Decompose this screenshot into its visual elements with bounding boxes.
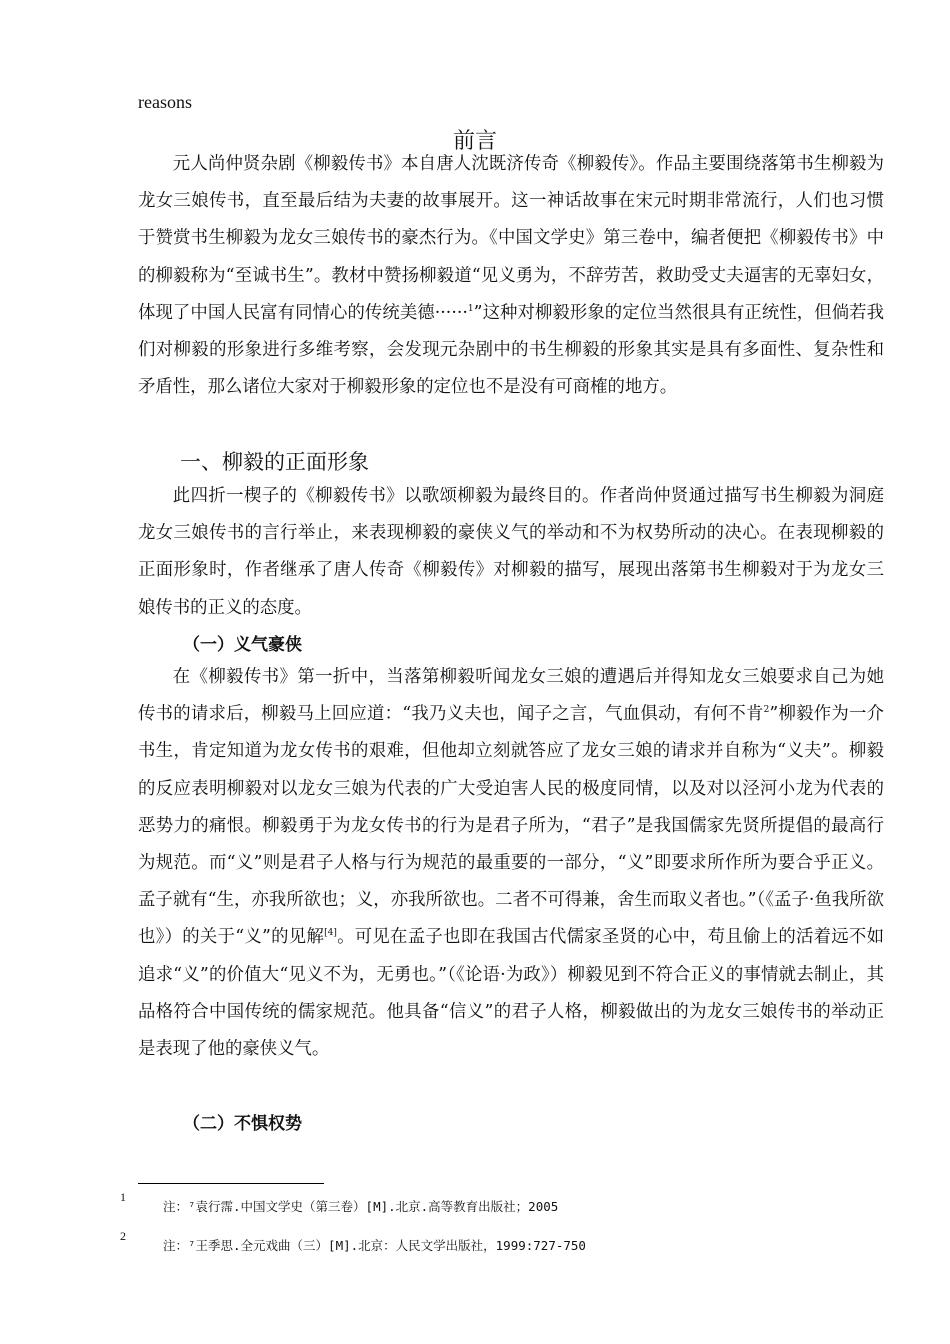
page-title: 前言 — [452, 129, 497, 154]
footnote-separator — [138, 1183, 324, 1184]
footnote-ref-1[interactable]: 1 — [467, 304, 474, 315]
intro-paragraph: 元人尚仲贤杂剧《柳毅传书》本自唐人沈既济传奇《柳毅传》。作品主要围绕落第书生柳毅为龙女三娘传书，直至最后结为夫妻的故事展开。这一神话故事在宋元时期非常流行，人们也习惯于赞赏书生柳毅为龙女三娘传书的豪杰行为。《中国文学史》第三卷中，编者便把《柳毅传书》中的柳毅称为“至诚书生”。教材中赞扬柳毅道“见义勇为，不辞劳苦，救助受丈夫逼害的无辜妇女，体现了中国人民富有同情心的传统美德······$^1$”这种对柳毅形象的定位当然很具有正统性，但倘若我们对柳毅的形象进行多维考察，会发现元杂剧中的书生柳毅的形象其实是具有多面性、复杂性和矛盾性，那么诸位大家对于柳毅形象的定位也不是没有可商榷的地方。 — [138, 154, 884, 398]
footnote-ref-2[interactable]: 2 — [763, 705, 770, 716]
footnote-text: 注：⁷王季思.全元戏曲（三）[M].北京：人民文学出版社，1999:727-750 — [163, 1238, 586, 1253]
stray-word: reasons — [138, 92, 192, 112]
footnote-number: 2 — [120, 1229, 126, 1243]
subsection-heading-2: （二）不惧权势 — [183, 1114, 302, 1134]
subsection-heading-1: （一）义气豪侠 — [183, 635, 302, 655]
section1-paragraph: 此四折一楔子的《柳毅传书》以歌颂柳毅为最终目的。作者尚仲贤通过描写书生柳毅为洞庭龙女三娘传书的言行举止，来表现柳毅的豪侠义气的举动和不为权势所动的决心。在表现柳毅的正面形象时，作者继承了唐人传奇《柳毅传》对柳毅的描写，展现出落第书生柳毅对于为龙女三娘传书的正义的态度。 — [138, 486, 884, 618]
section-heading-1: 一、柳毅的正面形象 — [180, 450, 369, 474]
footnote-text: 注：⁷袁行霈.中国文学史（第三卷）[M].北京.高等教育出版社；2005 — [163, 1199, 559, 1214]
subsection1-paragraph: 在《柳毅传书》第一折中，当落第柳毅听闻龙女三娘的遭遇后并得知龙女三娘要求自己为她传书的请求后，柳毅马上回应道：“我乃义夫也，闻子之言，气血俱动，有何不肯$^2$”柳毅作为一介书生，肯定知道为龙女传书的艰难，但他却立刻就答应了龙女三娘的请求并自称为“义夫”。柳毅的反应表明柳毅对以龙女三娘为代表的广大受迫害人民的极度同情，以及对以泾河小龙为代表的恶势力的痛恨。柳毅勇于为龙女传书的行为是君子所为，“君子”是我国儒家先贤所提倡的最高行为规范。而“义”则是君子人格与行为规范的最重要的一部分，“义”即要求所作所为要合乎正义。孟子就有“生，亦我所欲也；义，亦我所欲也。二者不可得兼，舍生而取义者也。”（《孟子·鱼我所欲也》）的关于“义”的见解[4]。可见在孟子也即在我国古代儒家圣贤的心中，苟且偷上的活着远不如追求“义”的价值大“见义不为，无勇也。”（《论语·为政》）柳毅见到不符合正义的事情就去制止，其品格符合中国传统的儒家规范。他具备“信义”的君子人格，柳毅做出的为龙女三娘传书的举动正是表现了他的豪侠义气。 — [138, 667, 884, 1060]
citation-ref[interactable]: [4] — [324, 928, 337, 939]
footnote-number: 1 — [120, 1190, 126, 1204]
